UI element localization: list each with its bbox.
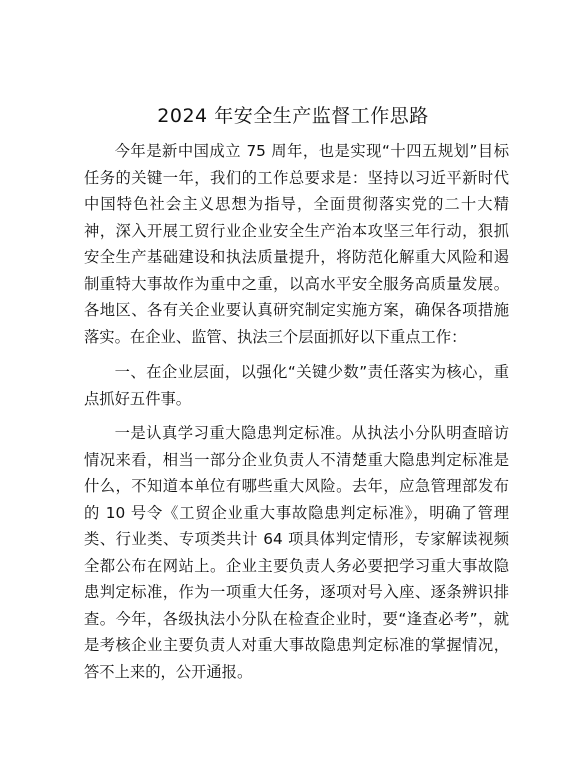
document-title: 2024 年安全生产监督工作思路	[157, 105, 429, 127]
paragraph-intro: 今年是新中国成立 75 周年，也是实现“十四五规划”目标任务的关键一年，我们的工作总要求是：坚持以习近平新时代中国特色社会主义思想为指导，全面贯彻落实党的二十大精神，深入开展工贸行业企业安全生产治本攻坚三年行动，狠抓安全生产基础建设和执法质量提升，将防范化解重大风险和遏制重特大事故作为重中之重，以高水平安全服务高质量发展。各地区、各有关企业要认真研究制定实施方案，确保各项措施落实。在企业、监管、执法三个层面抓好以下重点工作：	[84, 142, 509, 346]
paragraph-section-heading: 一、在企业层面，以强化“关键少数”责任落实为核心，重点抓好五件事。	[84, 363, 509, 408]
paragraph-item-one: 一是认真学习重大隐患判定标准。从执法小分队明查暗访情况来看，相当一部分企业负责人不清楚重大隐患判定标准是什么，不知道本单位有哪些重大风险。去年，应急管理部发布的 10 号令《工贸企业重大事故隐患判定标准》，明确了管理类、行业类、专项类共计 64 项具体判定情形，专家解读视频全都公布在网站上。企业主要负责人务必要把学习重大事故隐患判定标准，作为一项重大任务，逐项对号入座、逐条辨识排查。今年，各级执法小分队在检查企业时，要“逢查必考”，就是考核企业主要负责人对重大事故隐患判定标准的掌握情况，答不上来的，公开通报。	[84, 424, 509, 681]
